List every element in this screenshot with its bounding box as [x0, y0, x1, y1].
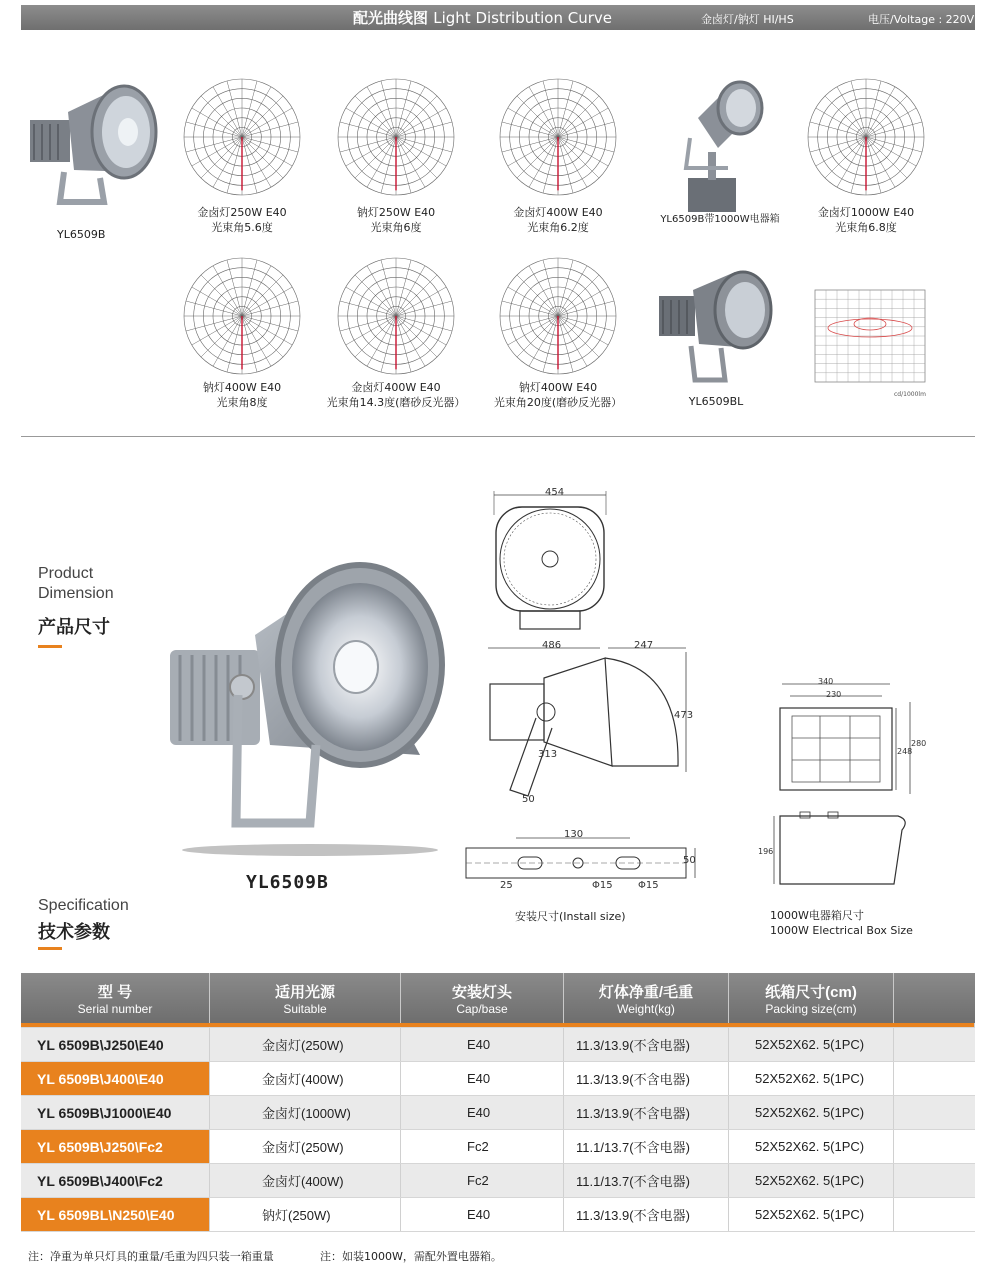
curve-caption-1: 金卤灯250W E40 光束角5.6度	[197, 206, 287, 234]
spec-accent	[38, 947, 62, 950]
polar-chart-4	[800, 71, 932, 203]
spec-extra-cell	[894, 1096, 975, 1130]
dim-486: 486	[542, 640, 562, 651]
model-label-top: YL6509B	[57, 228, 106, 241]
curve-caption-3: 金卤灯400W E40 光束角6.2度	[513, 206, 603, 234]
dim-247: 247	[634, 640, 654, 651]
lamp-photo-yl6509b	[24, 82, 164, 222]
curve-caption-7: 金卤灯400W E40 光束角14.3度(磨砂反光器）	[326, 381, 466, 409]
dim-454: 454	[545, 487, 565, 498]
install-caption: 安装尺寸(Install size)	[515, 910, 626, 923]
drawing-box-top	[770, 676, 920, 796]
spec-source-cell: 钠灯(250W)	[210, 1198, 401, 1232]
curve-caption-6: 钠灯400W E40 光束角8度	[202, 381, 282, 409]
drawing-install-size	[460, 830, 705, 905]
spec-extra-cell	[894, 1028, 975, 1062]
spec-model-cell: YL 6509B\J400\E40	[21, 1062, 210, 1096]
spec-cap-cell: Fc2	[401, 1164, 564, 1198]
spec-packing-cell: 52X52X62. 5(1PC)	[729, 1096, 894, 1130]
dim-130: 130	[564, 829, 584, 840]
dimension-title-en: Product Dimension	[38, 565, 114, 602]
spec-source-cell: 金卤灯(250W)	[210, 1028, 401, 1062]
drawing-front-view	[486, 485, 616, 635]
dim-248: 248	[897, 747, 913, 756]
spec-cap-cell: E40	[401, 1028, 564, 1062]
polar-chart-7	[492, 250, 624, 382]
spec-extra-cell	[894, 1130, 975, 1164]
header-title: 配光曲线图 Light Distribution Curve	[353, 9, 612, 27]
dim-473: 473	[674, 710, 694, 721]
drawing-side-view	[480, 638, 700, 808]
spec-weight-cell: 11.3/13.9(不含电器)	[564, 1062, 729, 1096]
drawing-box-side	[770, 810, 920, 888]
lamp-type: 金卤灯/钠灯 HI/HS	[701, 13, 794, 26]
table-row	[21, 1130, 975, 1164]
col-header-extra	[894, 973, 975, 1023]
box-caption: 1000W电器箱尺寸 1000W Electrical Box Size	[770, 909, 913, 937]
spec-header-row	[21, 973, 975, 1023]
col-header-model: 型 号 Serial number	[21, 973, 210, 1023]
spec-packing-cell: 52X52X62. 5(1PC)	[729, 1062, 894, 1096]
header-bar	[21, 5, 975, 30]
dim-50a: 50	[522, 794, 535, 805]
spec-cap-cell: E40	[401, 1062, 564, 1096]
dim-hole-1: Φ15	[592, 880, 613, 891]
table-row	[21, 1062, 975, 1096]
table-row	[21, 1164, 975, 1198]
lamp-photo-yl6509bl	[655, 268, 775, 388]
dim-196: 196	[758, 847, 774, 856]
spec-cap-cell: E40	[401, 1096, 564, 1130]
table-row	[21, 1028, 975, 1062]
spec-extra-cell	[894, 1164, 975, 1198]
dim-280: 280	[911, 739, 927, 748]
divider	[21, 436, 975, 437]
spec-weight-cell: 11.3/13.9(不含电器)	[564, 1028, 729, 1062]
curve-caption-2: 钠灯250W E40 光束角6度	[356, 206, 436, 234]
col-header-weight: 灯体净重/毛重 Weight(kg)	[564, 973, 729, 1023]
cartesian-unit: cd/1000lm	[894, 391, 926, 398]
table-row	[21, 1198, 975, 1232]
dimension-accent	[38, 645, 62, 648]
spec-model-cell: YL 6509B\J400\Fc2	[21, 1164, 210, 1198]
spec-source-cell: 金卤灯(1000W)	[210, 1096, 401, 1130]
lamp-photo-large	[160, 555, 460, 860]
spec-weight-cell: 11.3/13.9(不含电器)	[564, 1096, 729, 1130]
spec-weight-cell: 11.1/13.7(不含电器)	[564, 1130, 729, 1164]
curve-caption-5: 金卤灯1000W E40 光束角6.8度	[817, 206, 915, 234]
spec-model-cell: YL 6509B\J250\Fc2	[21, 1130, 210, 1164]
spec-packing-cell: 52X52X62. 5(1PC)	[729, 1130, 894, 1164]
lamp-photo-with-box	[668, 78, 768, 213]
curve-caption-9: YL6509BL	[688, 395, 744, 408]
curve-caption-4: YL6509B带1000W电器箱	[660, 214, 780, 225]
model-label-large: YL6509B	[246, 872, 329, 893]
dim-hole-2: Φ15	[638, 880, 659, 891]
spec-source-cell: 金卤灯(250W)	[210, 1130, 401, 1164]
polar-chart-2	[330, 71, 462, 203]
table-row	[21, 1096, 975, 1130]
spec-title-cn: 技术参数	[38, 922, 110, 943]
dim-230: 230	[826, 690, 842, 699]
spec-model-cell: YL 6509BL\N250\E40	[21, 1198, 210, 1232]
spec-weight-cell: 11.3/13.9(不含电器)	[564, 1198, 729, 1232]
spec-extra-cell	[894, 1062, 975, 1096]
dim-313: 313	[538, 749, 558, 760]
col-header-packing: 纸箱尺寸(cm) Packing size(cm)	[729, 973, 894, 1023]
spec-table	[21, 973, 975, 1232]
spec-weight-cell: 11.1/13.7(不含电器)	[564, 1164, 729, 1198]
dim-340: 340	[818, 677, 834, 686]
dim-25: 25	[500, 880, 513, 891]
polar-chart-5	[176, 250, 308, 382]
spec-model-cell: YL 6509B\J250\E40	[21, 1028, 210, 1062]
col-header-cap: 安装灯头 Cap/base	[401, 973, 564, 1023]
spec-packing-cell: 52X52X62. 5(1PC)	[729, 1164, 894, 1198]
spec-cap-cell: Fc2	[401, 1130, 564, 1164]
spec-title-en: Specification	[38, 897, 129, 914]
polar-chart-6	[330, 250, 462, 382]
spec-packing-cell: 52X52X62. 5(1PC)	[729, 1028, 894, 1062]
dim-50b: 50	[683, 855, 696, 866]
voltage: 电压/Voltage : 220V	[868, 13, 975, 26]
spec-cap-cell: E40	[401, 1198, 564, 1232]
note-1000w: 注：如装1000W，需配外置电器箱。	[320, 1250, 502, 1263]
polar-chart-1	[176, 71, 308, 203]
polar-chart-3	[492, 71, 624, 203]
curve-caption-8: 钠灯400W E40 光束角20度(磨砂反光器）	[493, 381, 623, 409]
cartesian-chart	[800, 282, 932, 402]
note-weight: 注：净重为单只灯具的重量/毛重为四只装一箱重量	[28, 1250, 274, 1263]
spec-extra-cell	[894, 1198, 975, 1232]
dimension-title-cn: 产品尺寸	[38, 617, 110, 638]
col-header-source: 适用光源 Suitable	[210, 973, 401, 1023]
spec-source-cell: 金卤灯(400W)	[210, 1062, 401, 1096]
spec-model-cell: YL 6509B\J1000\E40	[21, 1096, 210, 1130]
spec-source-cell: 金卤灯(400W)	[210, 1164, 401, 1198]
spec-packing-cell: 52X52X62. 5(1PC)	[729, 1198, 894, 1232]
